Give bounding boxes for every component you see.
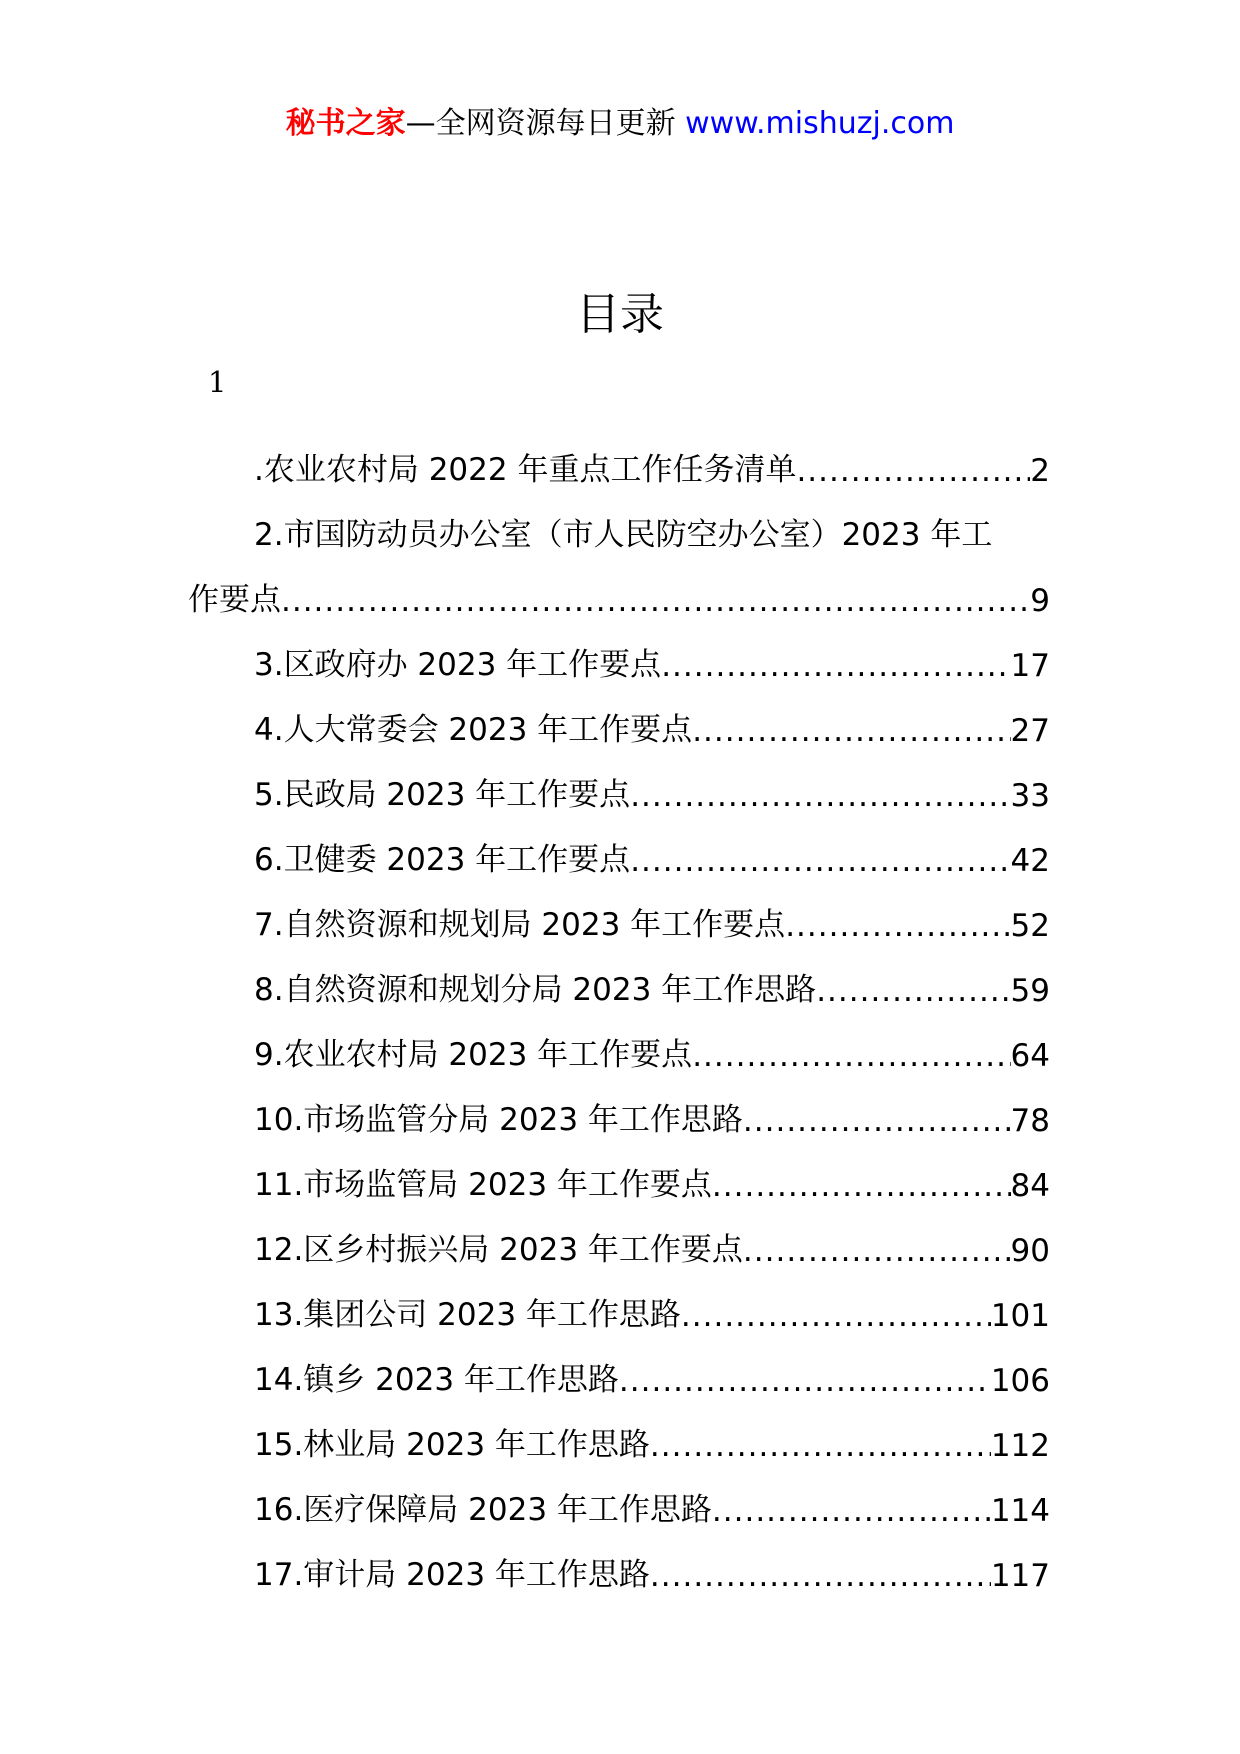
toc-entry-label: 17.审计局 2023 年工作思路 xyxy=(254,1557,650,1593)
toc-entry-label: 8.自然资源和规划分局 2023 年工作思路 xyxy=(254,972,817,1008)
toc-entry-label: 9.农业农村局 2023 年工作要点 xyxy=(254,1037,693,1073)
table-of-contents xyxy=(188,424,1050,1594)
toc-entry-label: 12.区乡村振兴局 2023 年工作要点 xyxy=(254,1232,743,1268)
toc-entry[interactable] xyxy=(188,1464,1050,1529)
toc-leader-dots xyxy=(712,1493,991,1529)
stray-number: 1 xyxy=(208,365,227,399)
toc-entry-page: 114 xyxy=(990,1493,1050,1529)
toc-leader-dots xyxy=(796,453,1030,489)
toc-entry-page: 90 xyxy=(1010,1233,1050,1269)
toc-leader-dots xyxy=(816,973,1010,1009)
toc-entry[interactable] xyxy=(188,1399,1050,1464)
toc-entry[interactable] xyxy=(188,684,1050,749)
toc-entry[interactable] xyxy=(188,1334,1050,1399)
toc-entry-label: 13.集团公司 2023 年工作思路 xyxy=(254,1297,681,1333)
toc-entry[interactable] xyxy=(188,1529,1050,1594)
toc-entry[interactable] xyxy=(188,1204,1050,1269)
toc-leader-dots xyxy=(712,1168,1011,1204)
toc-entry-label: 16.医疗保障局 2023 年工作思路 xyxy=(254,1492,712,1528)
toc-entry[interactable] xyxy=(188,619,1050,684)
toc-entry[interactable] xyxy=(188,1009,1050,1074)
toc-entry-page: 117 xyxy=(990,1558,1050,1594)
toc-leader-dots xyxy=(743,1103,1011,1139)
toc-entry-label: 作要点 xyxy=(188,582,281,618)
toc-leader-dots xyxy=(692,713,1010,749)
toc-entry-page: 112 xyxy=(990,1428,1050,1464)
toc-entry[interactable] xyxy=(188,1074,1050,1139)
toc-entry[interactable] xyxy=(188,944,1050,1009)
toc-entry[interactable] xyxy=(188,424,1050,489)
toc-leader-dots xyxy=(785,908,1010,944)
toc-leader-dots xyxy=(681,1298,991,1334)
toc-entry[interactable] xyxy=(188,749,1050,814)
toc-leader-dots xyxy=(743,1233,1011,1269)
toc-entry[interactable] xyxy=(188,1139,1050,1204)
toc-entry-page: 17 xyxy=(1010,648,1050,684)
toc-leader-dots xyxy=(630,843,1010,879)
toc-entry[interactable] xyxy=(188,879,1050,944)
toc-entry-page: 52 xyxy=(1010,908,1050,944)
toc-entry-label: 5.民政局 2023 年工作要点 xyxy=(254,777,631,813)
toc-entry-label: 14.镇乡 2023 年工作思路 xyxy=(254,1362,619,1398)
toc-entry-page: 27 xyxy=(1010,713,1050,749)
toc-entry[interactable] xyxy=(188,814,1050,879)
brand-name: 秘书之家 xyxy=(285,106,406,141)
toc-leader-dots xyxy=(281,583,1030,619)
brand-slogan: —全网资源每日更新 xyxy=(405,106,676,141)
toc-leader-dots xyxy=(661,648,1010,684)
toc-entry-label: 10.市场监管分局 2023 年工作思路 xyxy=(254,1102,743,1138)
toc-entry-label: 3.区政府办 2023 年工作要点 xyxy=(254,647,662,683)
site-url-link[interactable]: www.mishuzj.com xyxy=(685,106,955,141)
toc-entry-label: 11.市场监管局 2023 年工作要点 xyxy=(254,1167,712,1203)
toc-leader-dots xyxy=(650,1428,991,1464)
toc-entry-page: 84 xyxy=(1010,1168,1050,1204)
toc-entry-page: 64 xyxy=(1010,1038,1050,1074)
toc-entry-label: 7.自然资源和规划局 2023 年工作要点 xyxy=(254,907,786,943)
toc-leader-dots xyxy=(650,1558,991,1594)
page-title: 目录 xyxy=(576,289,664,340)
toc-entry-label: 6.卫健委 2023 年工作要点 xyxy=(254,842,631,878)
toc-entry-page: 78 xyxy=(1010,1103,1050,1139)
toc-entry-label: 4.人大常委会 2023 年工作要点 xyxy=(254,712,693,748)
toc-leader-dots xyxy=(692,1038,1010,1074)
toc-entry-page: 9 xyxy=(1030,583,1050,619)
toc-leader-dots xyxy=(630,778,1010,814)
toc-entry-page: 42 xyxy=(1010,843,1050,879)
toc-entry[interactable] xyxy=(188,1269,1050,1334)
toc-entry-page: 59 xyxy=(1010,973,1050,1009)
toc-entry-label: 15.林业局 2023 年工作思路 xyxy=(254,1427,650,1463)
toc-entry-page: 2 xyxy=(1030,453,1050,489)
toc-entry[interactable] xyxy=(188,489,1050,554)
toc-leader-dots xyxy=(619,1363,991,1399)
toc-entry-page: 33 xyxy=(1010,778,1050,814)
toc-entry-label: .农业农村局 2022 年重点工作任务清单 xyxy=(254,452,797,488)
toc-entry-label: 2.市国防动员办公室（市人民防空办公室）2023 年工 xyxy=(254,517,993,553)
toc-entry-page: 106 xyxy=(990,1363,1050,1399)
site-banner xyxy=(0,104,1240,144)
toc-entry-continuation[interactable] xyxy=(188,554,1050,619)
toc-entry-page: 101 xyxy=(990,1298,1050,1334)
